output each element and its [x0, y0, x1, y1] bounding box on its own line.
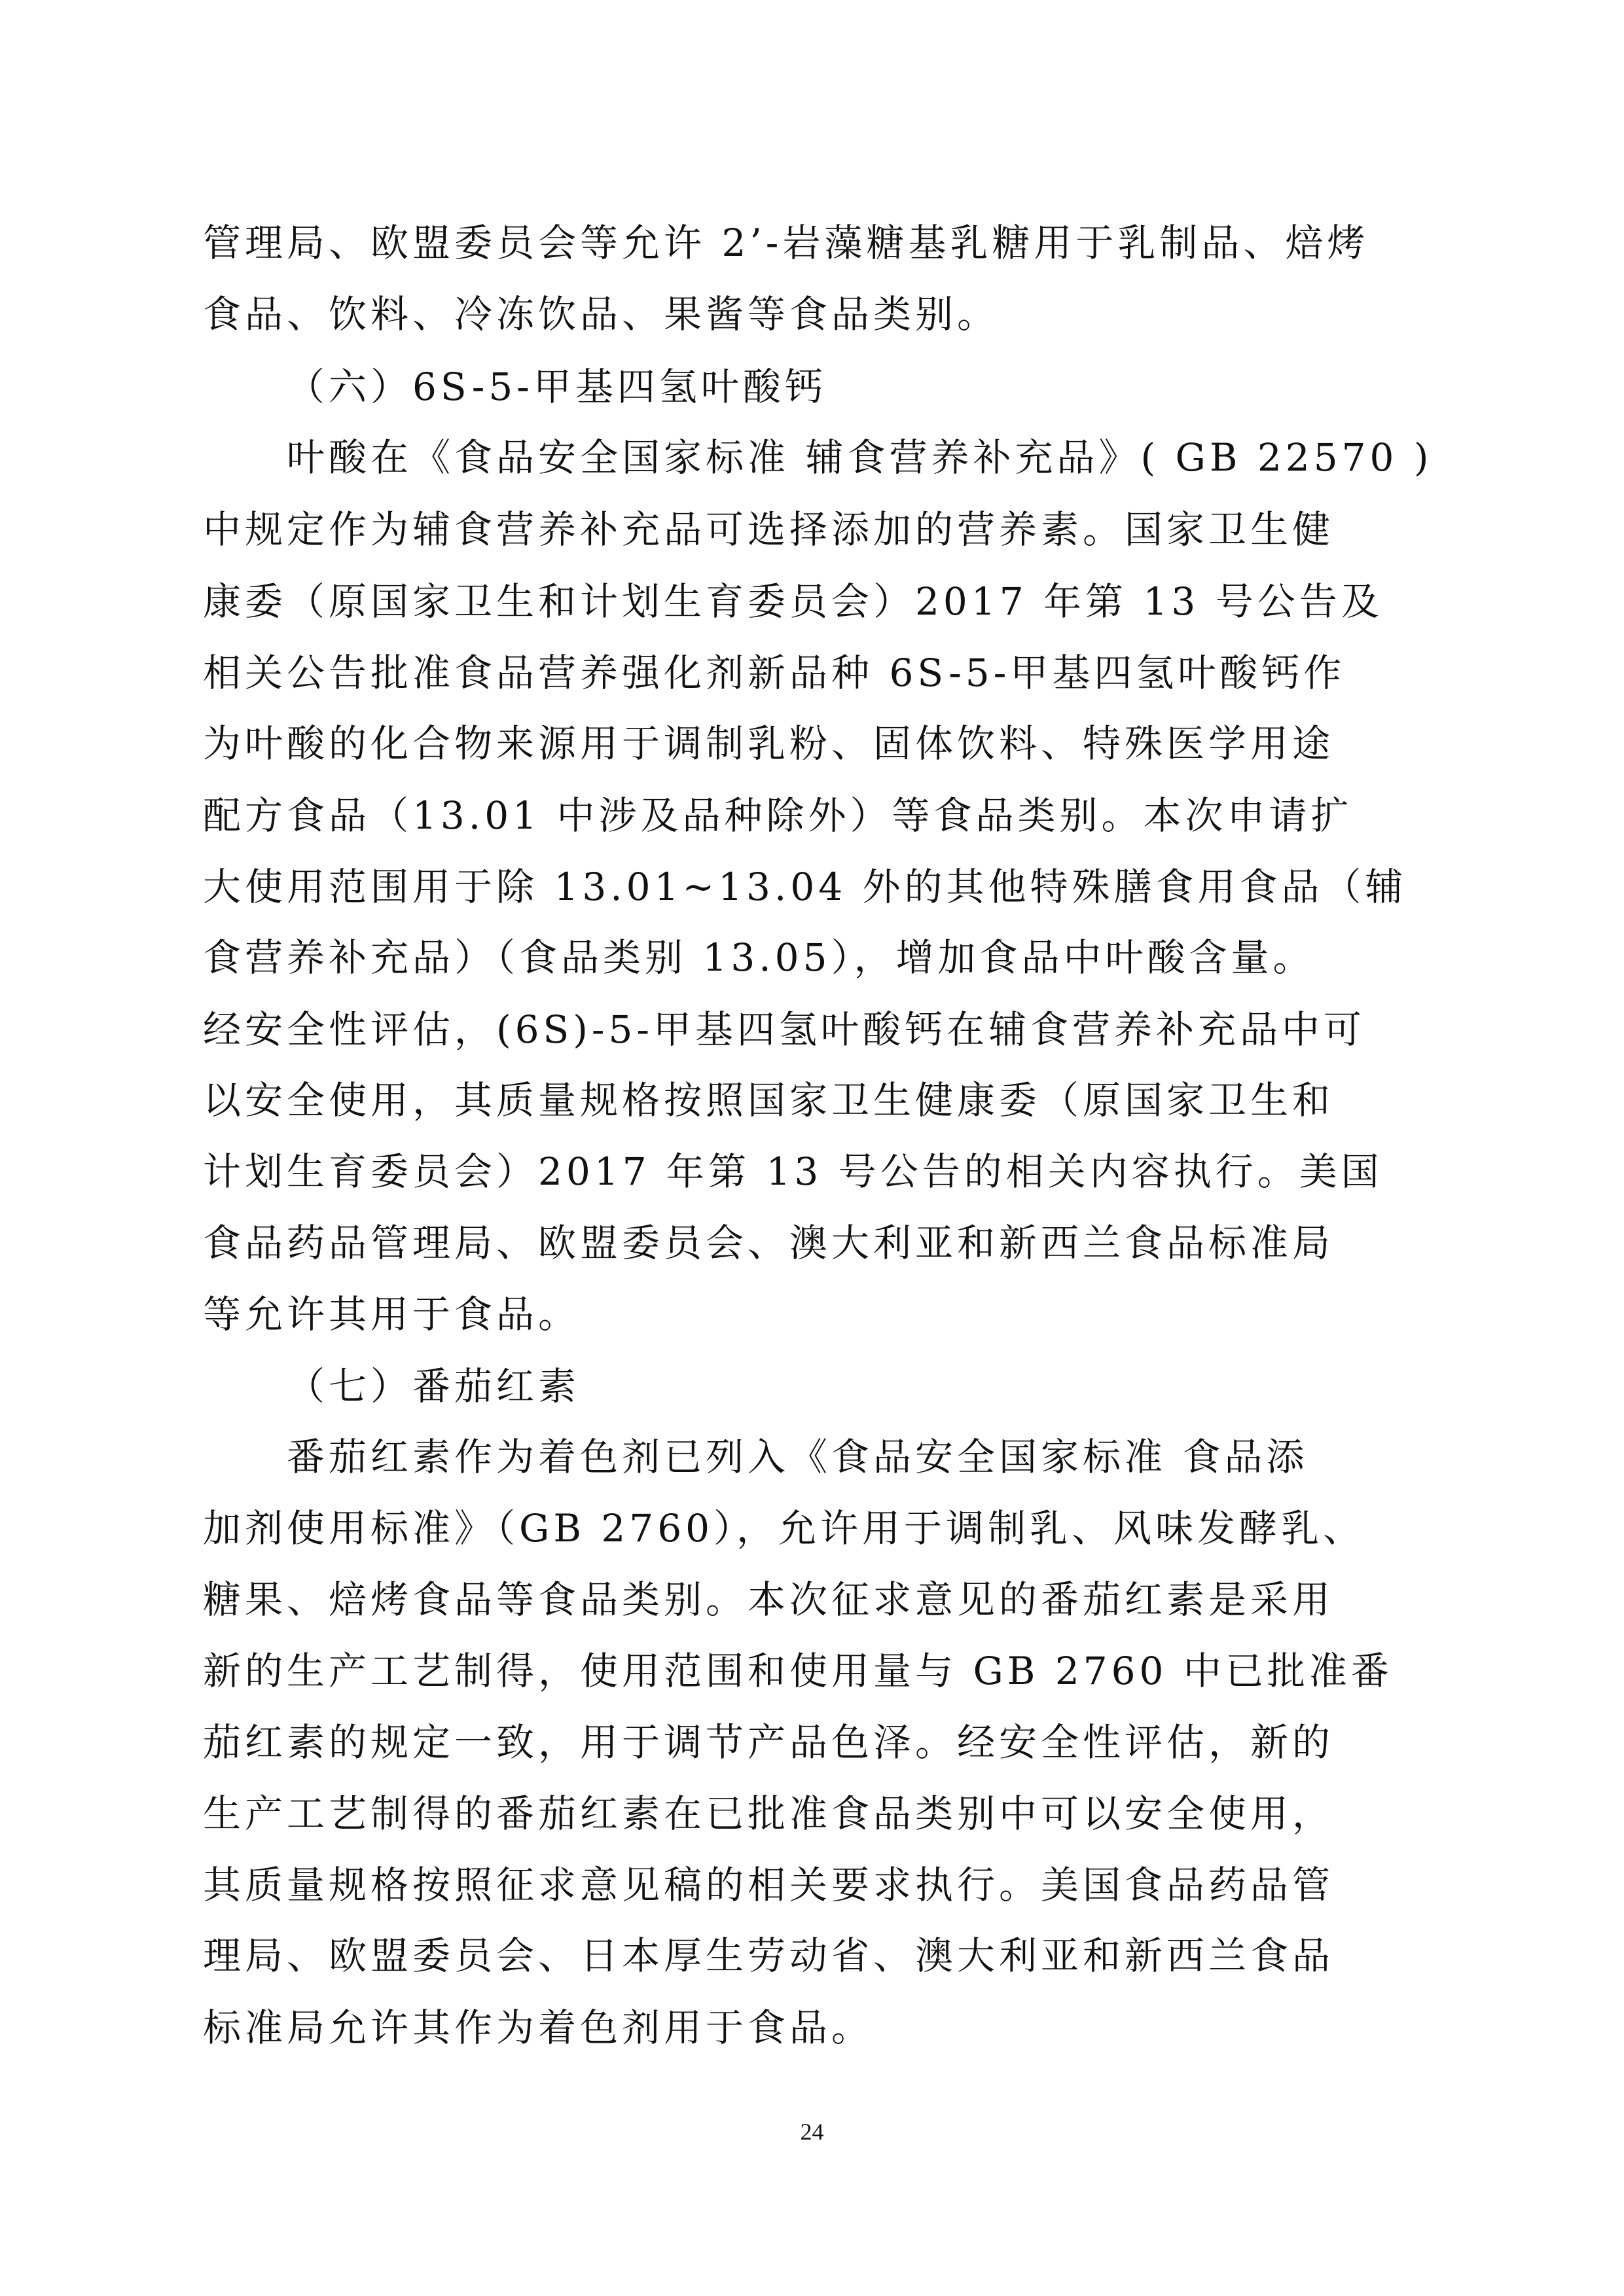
body-text-line: 管理局、欧盟委员会等允许 2’-岩藻糖基乳糖用于乳制品、焙烤 [203, 221, 1369, 265]
body-text-line: 等允许其用于食品。 [203, 1292, 581, 1336]
body-text-line: 理局、欧盟委员会、日本厚生劳动省、澳大利亚和新西兰食品 [203, 1933, 1335, 1978]
body-text-line: 大使用范围用于除 13.01~13.04 外的其他特殊膳食用食品（辅 [203, 865, 1407, 909]
body-text-line: 其质量规格按照征求意见稿的相关要求执行。美国食品药品管 [203, 1863, 1335, 1907]
body-text-line: 经安全性评估，(6S)-5-甲基四氢叶酸钙在辅食营养补充品中可 [203, 1007, 1365, 1052]
body-text-line: 生产工艺制得的番茄红素在已批准食品类别中可以安全使用， [203, 1791, 1335, 1836]
body-text-line: 为叶酸的化合物来源用于调制乳粉、固体饮料、特殊医学用途 [203, 721, 1335, 766]
body-text-line: 糖果、焙烤食品等食品类别。本次征求意见的番茄红素是采用 [203, 1577, 1335, 1622]
body-text-line: 计划生育委员会）2017 年第 13 号公告的相关内容执行。美国 [203, 1149, 1383, 1194]
body-text-line: 食品药品管理局、欧盟委员会、澳大利亚和新西兰食品标准局 [203, 1221, 1335, 1265]
page-number: 24 [800, 2119, 824, 2145]
body-text-line: 茄红素的规定一致，用于调节产品色泽。经安全性评估，新的 [203, 1720, 1335, 1765]
section-heading-seven: （七）番茄红素 [287, 1364, 581, 1408]
body-text-line: 加剂使用标准》（GB 2760），允许用于调制乳、风味发酵乳、 [203, 1506, 1365, 1551]
paragraph-first-line: 番茄红素作为着色剂已列入《食品安全国家标准 食品添 [287, 1435, 1308, 1479]
body-text-line: 食营养补充品）（食品类别 13.05），增加食品中叶酸含量。 [203, 935, 1315, 980]
section-heading-six: （六）6S-5-甲基四氢叶酸钙 [287, 365, 827, 409]
body-text-line: 以安全使用，其质量规格按照国家卫生健康委（原国家卫生和 [203, 1078, 1335, 1122]
body-text-line: 食品、饮料、冷冻饮品、果酱等食品类别。 [203, 292, 1000, 336]
body-text-line: 康委（原国家卫生和计划生育委员会）2017 年第 13 号公告及 [203, 579, 1383, 624]
body-text-line: 相关公告批准食品营养强化剂新品种 6S-5-甲基四氢叶酸钙作 [203, 651, 1346, 695]
body-text-line: 中规定作为辅食营养补充品可选择添加的营养素。国家卫生健 [203, 507, 1335, 552]
body-text-line: 标准局允许其作为着色剂用于食品。 [203, 2005, 874, 2050]
body-text-line: 配方食品（13.01 中涉及品种除外）等食品类别。本次申请扩 [203, 793, 1353, 838]
body-text-line: 新的生产工艺制得，使用范围和使用量与 GB 2760 中已批准番 [203, 1649, 1393, 1693]
paragraph-first-line: 叶酸在《食品安全国家标准 辅食营养补充品》( GB 22570 ) [287, 435, 1433, 480]
